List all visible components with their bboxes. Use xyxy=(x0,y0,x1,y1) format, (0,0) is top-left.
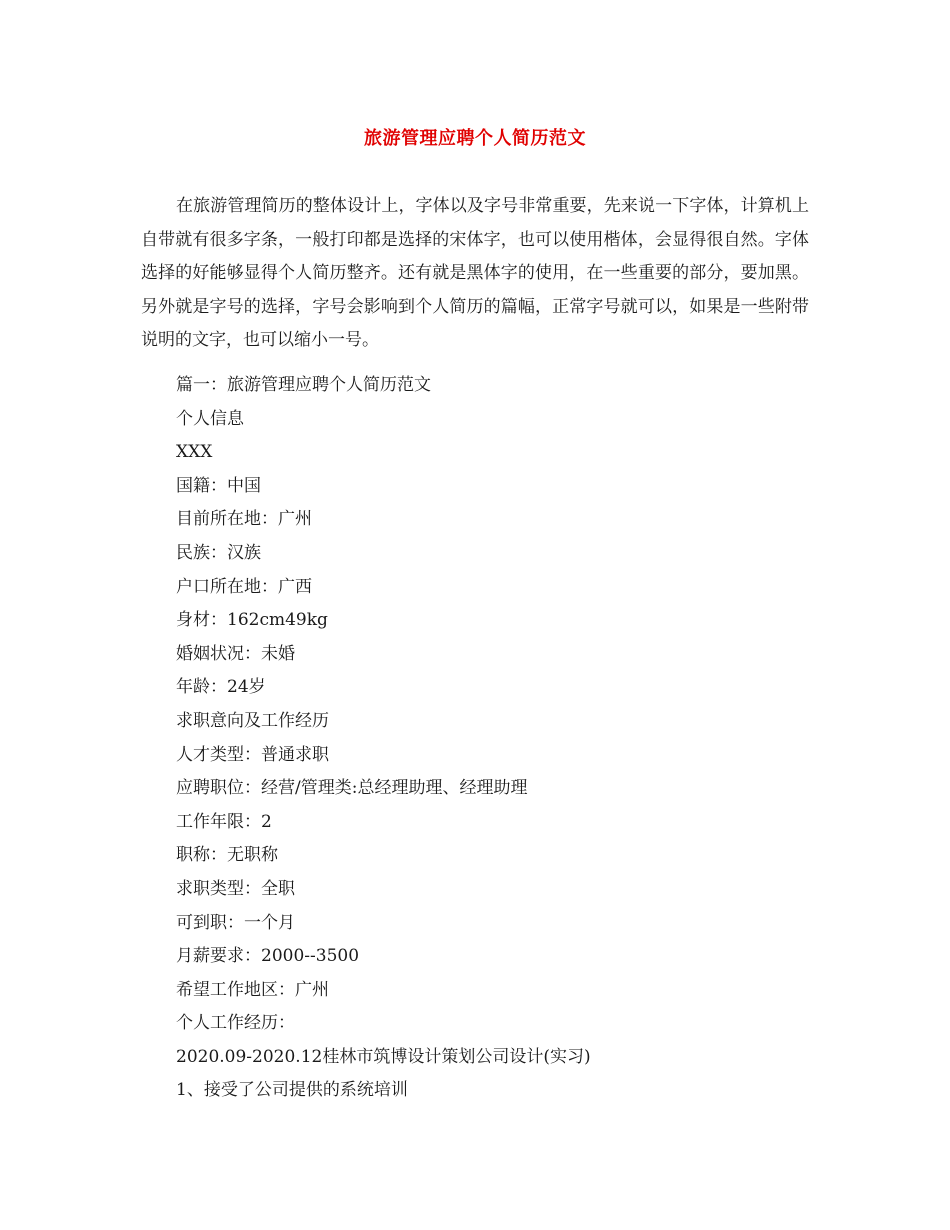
resume-line: 目前所在地：广州 xyxy=(176,509,312,530)
resume-line: 职称：无职称 xyxy=(176,845,278,866)
section-heading: 个人信息 xyxy=(176,408,244,429)
resume-line: XXX xyxy=(176,442,213,463)
resume-line: 民族：汉族 xyxy=(176,542,261,563)
resume-line: 月薪要求：2000--3500 xyxy=(176,946,360,967)
resume-line: 国籍：中国 xyxy=(176,475,261,496)
resume-line: 身材：162cm49kg xyxy=(176,610,328,631)
resume-line: 希望工作地区：广州 xyxy=(176,979,329,1000)
resume-line: 1、接受了公司提供的系统培训 xyxy=(176,1080,408,1101)
resume-line: 应聘职位：经营/管理类:总经理助理、经理助理 xyxy=(176,778,528,799)
section-heading: 求职意向及工作经历 xyxy=(176,710,329,731)
resume-line: 婚姻状况：未婚 xyxy=(176,643,295,664)
resume-lines xyxy=(176,369,816,1108)
resume-line: 2020.09-2020.12桂林市筑博设计策划公司设计(实习) xyxy=(176,1046,591,1067)
resume-line: 求职类型：全职 xyxy=(176,878,295,899)
resume-line: 可到职：一个月 xyxy=(176,912,295,933)
resume-line: 年龄：24岁 xyxy=(176,677,266,698)
intro-paragraph: 在旅游管理简历的整体设计上，字体以及字号非常重要，先来说一下字体，计算机上自带就有很多字条，一般打印都是选择的宋体字，也可以使用楷体，会显得很自然。字体选择的好能够显得个人简历整齐。还有就是黑体字的使用，在一些重要的部分，要加黑。另外就是字号的选择，字号会影响到个人简历的篇幅，正常字号就可以，如果是一些附带说明的文字，也可以缩小一号。 xyxy=(141,196,809,351)
resume-line: 户口所在地：广西 xyxy=(176,576,312,597)
section-heading: 个人工作经历： xyxy=(176,1013,295,1034)
resume-line: 工作年限：2 xyxy=(176,811,272,832)
document-title: 旅游管理应聘个人简历范文 xyxy=(364,128,586,149)
resume-line: 人才类型：普通求职 xyxy=(176,744,329,765)
section-heading: 篇一：旅游管理应聘个人简历范文 xyxy=(176,375,431,395)
